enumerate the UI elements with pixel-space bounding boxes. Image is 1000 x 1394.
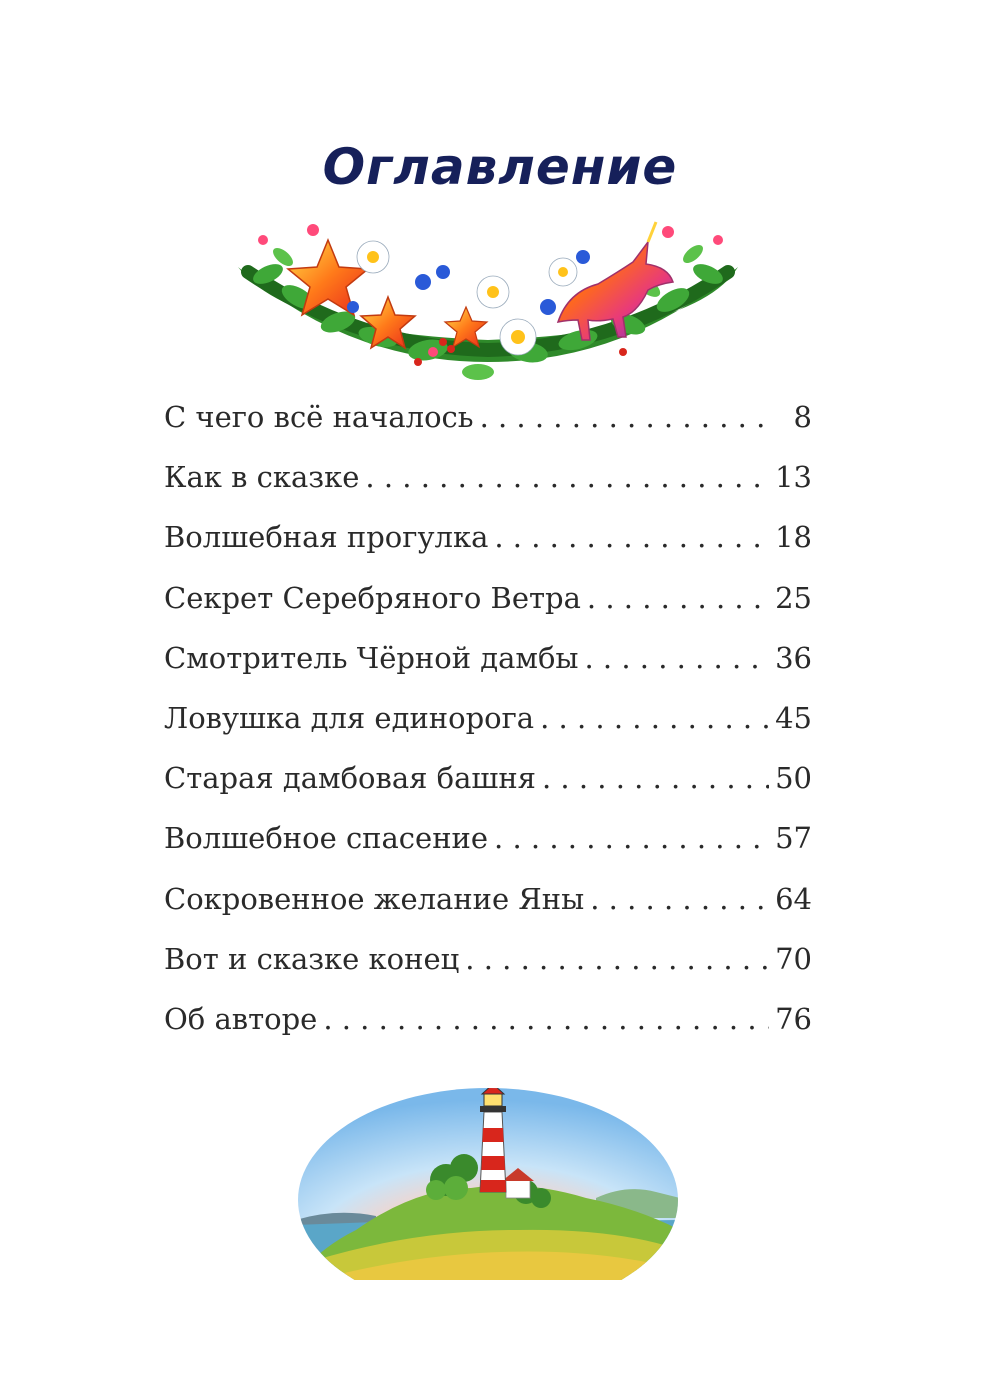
toc-entry[interactable] xyxy=(164,400,812,460)
toc-entry-page: 8 xyxy=(793,400,812,434)
toc-entry-title: Об авторе xyxy=(164,1001,318,1036)
toc-entry[interactable] xyxy=(164,821,812,881)
toc-entry[interactable] xyxy=(164,581,812,641)
toc-entry-page: 64 xyxy=(775,881,812,916)
toc-entry-title: Вот и сказке конец xyxy=(164,941,460,976)
toc-entry-page: 50 xyxy=(775,761,812,796)
toc-leader-dots xyxy=(587,581,769,615)
toc-entry[interactable] xyxy=(164,520,812,580)
toc-leader-dots xyxy=(365,460,769,494)
floral-garland-illustration xyxy=(228,212,748,387)
toc-entry-page: 76 xyxy=(775,1001,812,1036)
toc-entry-title: С чего всё началось xyxy=(164,400,474,434)
toc-entry-page: 70 xyxy=(775,941,812,976)
toc-entry-title: Как в сказке xyxy=(164,460,360,495)
toc-entry-page: 36 xyxy=(775,640,812,675)
toc-leader-dots xyxy=(540,701,769,735)
toc-entry-page: 45 xyxy=(775,700,812,735)
toc-entry[interactable] xyxy=(164,460,812,520)
toc-leader-dots xyxy=(585,641,770,675)
toc-entry-title: Сокровенное желание Яны xyxy=(164,881,585,916)
toc-leader-dots xyxy=(590,882,769,916)
toc-entry-title: Старая дамбовая башня xyxy=(164,761,536,796)
toc-entry[interactable] xyxy=(164,942,812,1002)
toc-entry[interactable] xyxy=(164,641,812,701)
toc-entry-title: Смотритель Чёрной дамбы xyxy=(164,640,579,675)
toc-entry[interactable] xyxy=(164,761,812,821)
toc-leader-dots xyxy=(465,942,769,976)
toc-entry-page: 13 xyxy=(775,460,812,495)
toc-entry-page: 18 xyxy=(775,520,812,555)
toc-entry-title: Ловушка для единорога xyxy=(164,700,535,735)
toc-leader-dots xyxy=(542,761,769,795)
toc-entry-page: 57 xyxy=(775,821,812,856)
toc-entry[interactable] xyxy=(164,1002,812,1062)
toc-entry[interactable] xyxy=(164,882,812,942)
toc-entry[interactable] xyxy=(164,701,812,761)
toc-leader-dots xyxy=(480,400,776,434)
toc-leader-dots xyxy=(323,1002,769,1036)
toc-entry-title: Волшебное спасение xyxy=(164,821,489,856)
toc-entry-page: 25 xyxy=(775,580,812,615)
toc-leader-dots xyxy=(494,821,769,855)
toc-leader-dots xyxy=(494,520,769,554)
page-title: Оглавление xyxy=(322,138,678,196)
lighthouse-illustration xyxy=(296,1080,680,1280)
toc-entry-title: Секрет Серебряного Ветра xyxy=(164,580,581,615)
toc-entry-title: Волшебная прогулка xyxy=(164,520,489,555)
table-of-contents xyxy=(164,400,812,1062)
